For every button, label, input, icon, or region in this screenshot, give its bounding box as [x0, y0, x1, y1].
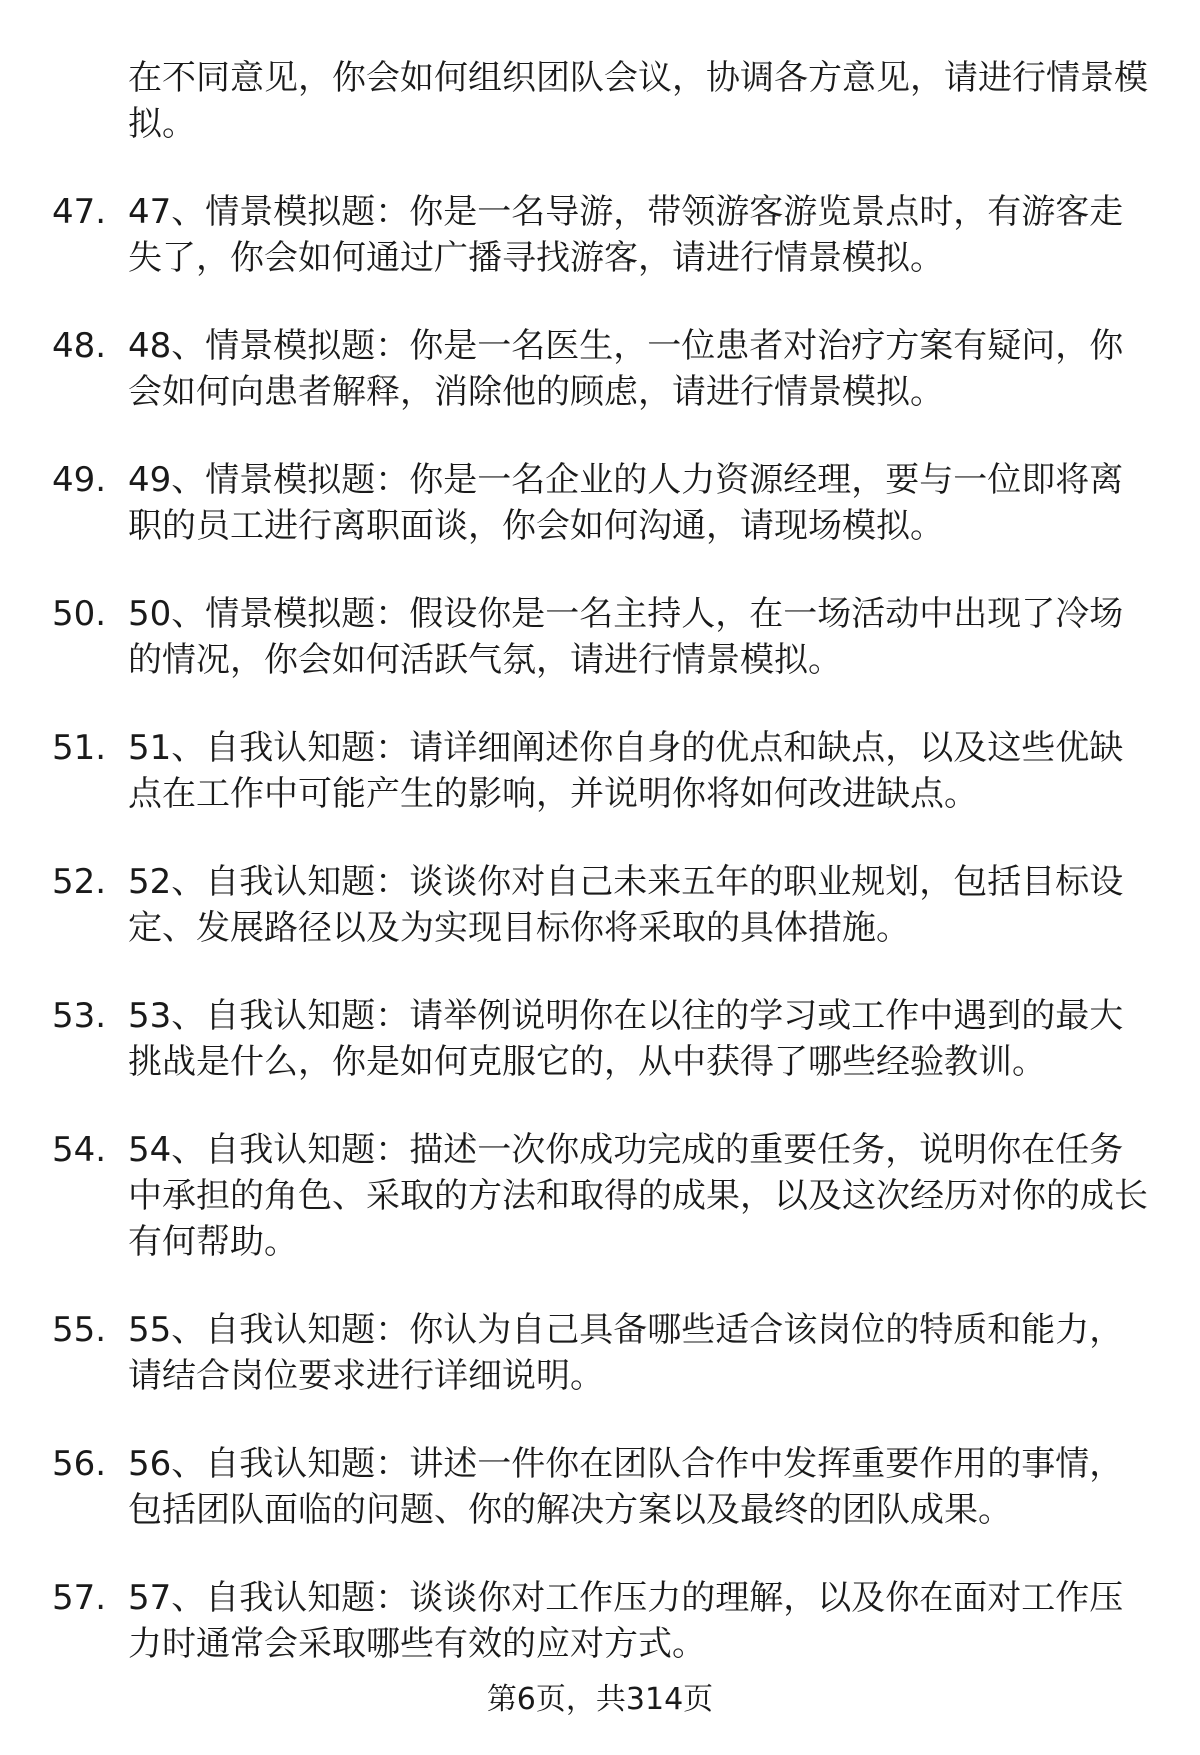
item-number: 50. [52, 594, 107, 634]
list-item [0, 189, 1200, 281]
list-item [0, 323, 1200, 415]
item-number: 55. [52, 1310, 107, 1350]
item-text: 50、情景模拟题：假设你是一名主持人，在一场活动中出现了冷场的情况，你会如何活跃气氛，请进行情景模拟。 [128, 594, 1124, 680]
item-number: 51. [52, 728, 107, 768]
item-number: 56. [52, 1444, 107, 1484]
question-list [0, 55, 1200, 1709]
list-item [0, 1575, 1200, 1667]
list-item [0, 993, 1200, 1085]
item-text: 47、情景模拟题：你是一名导游，带领游客游览景点时，有游客走失了，你会如何通过广播寻找游客，请进行情景模拟。 [128, 192, 1124, 278]
item-text: 56、自我认知题：讲述一件你在团队合作中发挥重要作用的事情，包括团队面临的问题、你的解决方案以及最终的团队成果。 [128, 1444, 1124, 1530]
list-item [0, 457, 1200, 549]
continuation-paragraph [0, 55, 1200, 147]
item-number: 52. [52, 862, 107, 902]
item-text: 52、自我认知题：谈谈你对自己未来五年的职业规划，包括目标设定、发展路径以及为实现目标你将采取的具体措施。 [128, 862, 1124, 948]
item-number: 48. [52, 326, 107, 366]
item-number: 47. [52, 192, 107, 232]
item-text: 48、情景模拟题：你是一名医生，一位患者对治疗方案有疑问，你会如何向患者解释，消除他的顾虑，请进行情景模拟。 [128, 326, 1124, 412]
page-number-footer: 第6页，共314页 [486, 1682, 714, 1717]
list-item [0, 1127, 1200, 1265]
item-text: 54、自我认知题：描述一次你成功完成的重要任务，说明你在任务中承担的角色、采取的方法和取得的成果，以及这次经历对你的成长有何帮助。 [128, 1130, 1148, 1262]
list-item [0, 725, 1200, 817]
continuation-text: 在不同意见，你会如何组织团队会议，协调各方意见，请进行情景模拟。 [128, 58, 1148, 144]
item-text: 57、自我认知题：谈谈你对工作压力的理解，以及你在面对工作压力时通常会采取哪些有效的应对方式。 [128, 1578, 1124, 1664]
item-number: 54. [52, 1130, 107, 1170]
list-item [0, 1307, 1200, 1399]
item-text: 53、自我认知题：请举例说明你在以往的学习或工作中遇到的最大挑战是什么，你是如何克服它的，从中获得了哪些经验教训。 [128, 996, 1124, 1082]
item-number: 57. [52, 1578, 107, 1618]
list-item [0, 1441, 1200, 1533]
item-number: 53. [52, 996, 107, 1036]
item-number: 49. [52, 460, 107, 500]
list-item [0, 591, 1200, 683]
item-text: 49、情景模拟题：你是一名企业的人力资源经理，要与一位即将离职的员工进行离职面谈，你会如何沟通，请现场模拟。 [128, 460, 1124, 546]
item-text: 55、自我认知题：你认为自己具备哪些适合该岗位的特质和能力，请结合岗位要求进行详细说明。 [128, 1310, 1124, 1396]
list-item [0, 859, 1200, 951]
item-text: 51、自我认知题：请详细阐述你自身的优点和缺点，以及这些优缺点在工作中可能产生的影响，并说明你将如何改进缺点。 [128, 728, 1124, 814]
